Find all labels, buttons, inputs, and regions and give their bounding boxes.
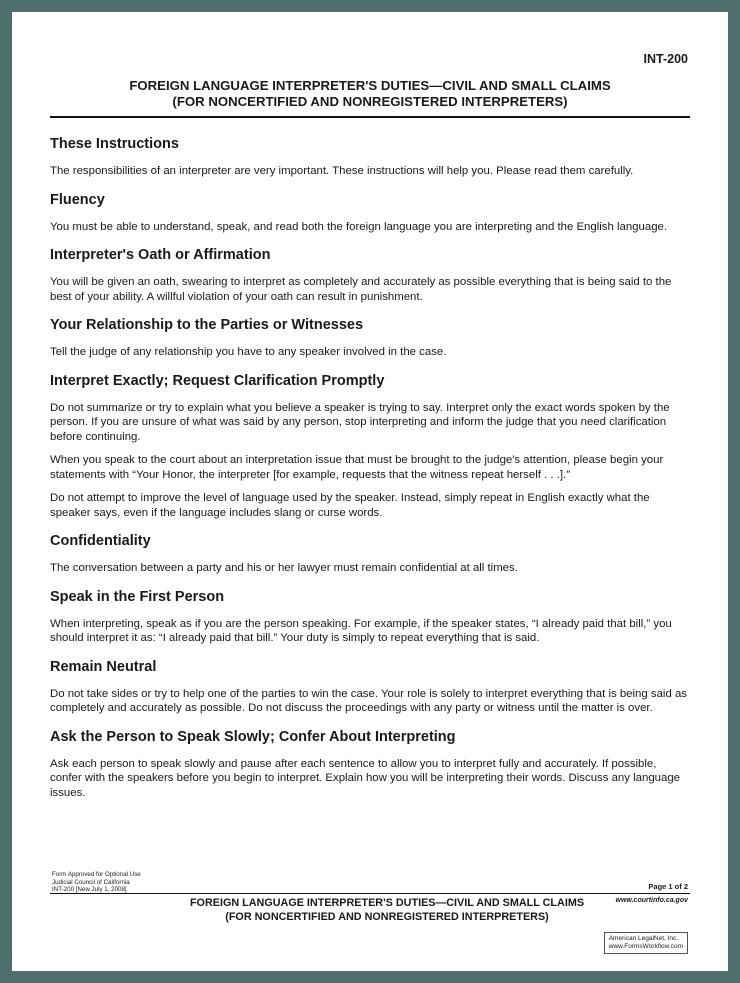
title-divider (50, 116, 690, 118)
footer-title: FOREIGN LANGUAGE INTERPRETER'S DUTIES—CIVIL AND SMALL CLAIMS (FOR NONCERTIFIED AND NONREGISTERED INTERPRETERS) (189, 897, 585, 923)
section-paragraph: Tell the judge of any relationship you have to any speaker involved in the case. (50, 346, 447, 358)
section-first-person (50, 588, 690, 646)
document-body (50, 135, 690, 800)
section-these-instructions (50, 135, 690, 179)
section-remain-neutral (50, 658, 690, 716)
section-paragraph: Ask each person to speak slowly and pause after each sentence to allow you to interpret fully and accurately. If possible, confer with the speakers before you begin to interpret. Explain how you will be interpreting their words. Discuss any language issues. (50, 757, 680, 799)
section-oath (50, 246, 690, 304)
section-paragraph: The responsibilities of an interpreter are very important. These instructions will help you. Please read them carefully. (50, 165, 634, 177)
section-paragraph: When interpreting, speak as if you are the person speaking. For example, if the speaker states, “I already paid that bill,” you should interpret it as: “I already paid that bill.” Your duty is simply to repeat everything that is said. (50, 617, 672, 644)
section-heading: Your Relationship to the Parties or Witnesses (50, 317, 364, 333)
section-heading: Interpret Exactly; Request Clarification Promptly (50, 372, 385, 389)
section-paragraph: When you speak to the court about an interpretation issue that must be brought to the judge's attention, please begin your statements with “Your Honor, the interpreter [for example, requests that the witness repeat herself . . .].” (50, 454, 664, 481)
section-paragraph: Do not attempt to improve the level of language used by the speaker. Instead, simply repeat in English exactly what the speaker says, even if the language includes slang or curse words. (50, 492, 650, 519)
publisher-box: American LegalNet, Inc. www.FormsWorkflow.com (604, 932, 688, 954)
section-paragraph: Do not summarize or try to explain what you believe a speaker is trying to say. Interpret only the exact words spoken by the person. If you are unsure of what was said by any person, stop interpreting and inform the judge that you need clarification before continuing. (50, 401, 670, 443)
section-heading: Remain Neutral (50, 658, 157, 675)
title-line-2: (FOR NONCERTIFIED AND NONREGISTERED INTERPRETERS) (172, 94, 568, 109)
title-line-1: FOREIGN LANGUAGE INTERPRETER'S DUTIES—CIVIL AND SMALL CLAIMS (129, 78, 611, 93)
section-heading: Speak in the First Person (50, 588, 225, 605)
section-heading: Fluency (50, 191, 105, 208)
section-relationship (50, 316, 690, 360)
section-confidentiality (50, 532, 690, 576)
section-speak-slowly (50, 728, 690, 801)
form-approval-note: Form Approved for Optional Use Judicial Council of California INT-200 [New July 1, 2008] (52, 871, 141, 893)
section-heading: Interpreter's Oath or Affirmation (50, 247, 271, 263)
section-interpret-exactly (50, 372, 690, 521)
section-paragraph: Do not take sides or try to help one of the parties to win the case. Your role is solely to interpret everything that is being said as completely and accurately as possible. Do not discuss the proceedings with any party or witness until the matter is over. (50, 687, 687, 714)
section-paragraph: You must be able to understand, speak, and read both the foreign language you are interpreting and the English language. (50, 220, 668, 233)
document-title (50, 78, 690, 110)
document-page (12, 12, 728, 971)
footer-divider (50, 893, 690, 894)
section-heading: Confidentiality (50, 533, 151, 549)
page-number: Page 1 of 2 (648, 882, 688, 891)
section-heading: Ask the Person to Speak Slowly; Confer About Interpreting (50, 728, 456, 745)
section-paragraph: You will be given an oath, swearing to interpret as completely and accurately as possible everything that is being said to the best of your ability. A willful violation of your oath can result in punishment. (50, 276, 672, 303)
section-paragraph: The conversation between a party and his or her lawyer must remain confidential at all times. (50, 562, 518, 574)
section-fluency (50, 191, 690, 235)
court-website-link[interactable]: www.courtinfo.ca.gov (615, 897, 688, 904)
form-number: INT-200 (643, 52, 688, 66)
section-heading: These Instructions (50, 136, 179, 152)
